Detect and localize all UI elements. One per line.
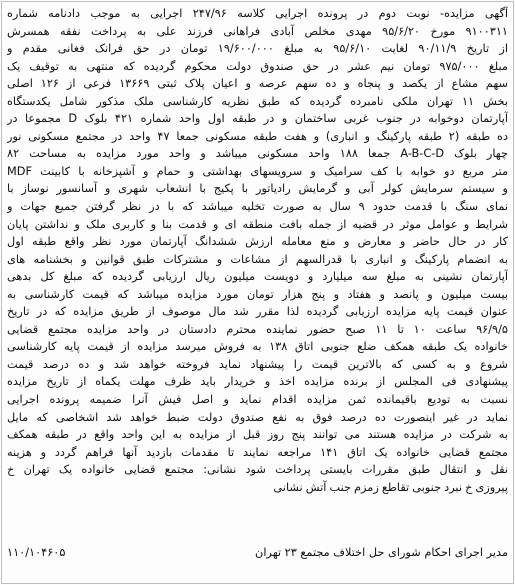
- notice-line: ده طبقه (۲ طبقه پارکینگ و انباری) و هفت طبقه مسکونی جمعا ۴۷ واحد در مجتمع مسکونی نور: [7, 129, 508, 143]
- notice-line: بخش ۱۱ تهران ملکی نامبرده گردیده که طبق نظریه کارشناسی ملک مذکور شامل یکدستگاه: [7, 94, 508, 108]
- issuing-office: مدیر اجرای احکام شورای حل اختلاف مجتمع ۲۳ تهران: [255, 546, 508, 559]
- reference-number: ۱۱۰/۱۰۴۶۰۵: [7, 546, 66, 559]
- notice-line: به شرکت در مزایده هستند می توانند پنج روز قبل از مزایده به این واحد واقع در طبقه همکف: [7, 428, 508, 442]
- notice-line: به انضمام پارکینگ و انباری با قدرالسهم از مشاعات و مشترکات طبق قوانین و بخشنامه های: [7, 252, 508, 266]
- notice-line: سهم مشاع از یکصد و پنجاه و ده سهم عرصه و اعیان پلاک ثبتی ۱۳۶۶۹ فرعی از ۱۲۶ اصلی: [7, 77, 508, 91]
- notice-line: آگهی مزایده- نوبت دوم در پرونده اجرایی کلاسه ۲۴۷/۹۶ اجرایی به موجب دادنامه شماره: [7, 7, 508, 20]
- notice-line: آپارتمان نشینی به مبلغ سه میلیارد و دویست میلیون ریال ارزیابی گردیده که مبلغ کل بدهی: [7, 270, 508, 284]
- notice-line: ۹۶/۹/۵ ساعت ۱۰ تا ۱۱ صبح حضور نماینده محترم دادستان در واحد مزایده مجتمع قضایی: [7, 322, 508, 336]
- notice-line: مبلغ ۹۷۵/۰۰۰ تومان نیم عشر در حق صندوق دولت محکوم گردیده که منتهی به توقیف یک: [7, 59, 508, 73]
- notice-line: از تاریخ ۹۰/۱۱/۹ لغایت ۹۵/۶/۱۰ به مبلغ ۱۹/۶۰۰/۰۰۰ تومان در حق فرانک فغانی مقدم و: [7, 42, 508, 56]
- notice-line: نماید در غیر اینصورت ده درصد فوق به نفع صندوق دولت ضبط خواهد شد اشخاصی که مایل: [7, 410, 508, 424]
- notice-line: ۹۱۰۰۳۱۱ مورخ ۹۵/۶/۲۰ مهدی مخلص آبادی فراهانی فرزند علی به پرداخت نفقه همسرش: [7, 24, 508, 38]
- notice-line: آپارتمان دوخوابه در جنوب غربی ساختمان و در طبقه اول واحد شماره ۴۲۱ بلوک D مجموعا در: [7, 112, 508, 126]
- notice-line: عنوان قیمت پایه مزایده ارزیابی گردیده لذا مقرر شد مال موصوف از طریق مزایده که در تاریخ: [7, 305, 508, 319]
- notice-line: نقل و انتقال طبق مقررات بایستی پرداخت شود نشانی: مجتمع قضایی خانواده یک تهران خ: [7, 463, 508, 477]
- notice-line: متر مربع دو خوابه با کف سرامیک و سرویسهای بهداشتی و حمام و آشپزخانه با کابینت MDF: [7, 164, 508, 178]
- notice-line: پیشنهادی فی المجلس از برنده مزایده اخذ و خریدار باید ظرف مهلت یکماه از تاریخ مزایده: [7, 375, 508, 389]
- notice-line: و سیستم سرمایش کولر آبی و گرمایش رادیاتور با پکیج با انشعاب شهری و آسانسور نوساز با: [7, 182, 508, 196]
- notice-line: شروع و به کسی که بالاترین قیمت را پیشنهاد نماید فروخته خواهد شد و ده درصد قیمت: [7, 357, 508, 371]
- notice-line: نمای سنگ با قدمت حدود ۹ سال به صورت تخلیه میباشد که با در نظر گرفتن جمیع جهات و: [7, 200, 508, 214]
- notice-line: نسبت به تودیع باقیمانده ثمن مزایده اقدام نماید و اصل فیش آنرا ضمیمه پرونده اجرایی: [7, 393, 508, 407]
- notice-line: بیست میلیون و پانصد و هفتاد و پنج هزار تومان مورد مزایده میباشد که قیمت کارشناسی به: [7, 287, 508, 301]
- notice-line: خانواده یک طبقه همکف ضلع جنوبی اتاق ۱۳۸ به فروش میرسد مزایده از قیمت پایه کارشناسی: [7, 340, 508, 354]
- notice-line: شرایط و عوامل موثر در قضیه از جمله بافت منطقه ای و قدمت بنا و کاربری ملک و نداشتن پایان: [7, 217, 508, 231]
- notice-line: کار در حال حاضر و معارض و منع معامله ارزش ششدانگ آپارتمان مورد نظر واقع طبقه اول: [7, 235, 508, 249]
- notice-line: مجتمع قضایی خانواده یک اتاق ۱۴۱ مراجعه نمایند تا مقدمات بازدید آنها فراهم گردد و هزینه: [7, 445, 508, 459]
- notice-footer: [7, 544, 508, 578]
- notice-line: چهار بلوک A-B-C-D جمعا ۱۸۸ واحد مسکونی میباشد و واحد مورد مزایده به مساحت ۸۲: [7, 147, 508, 161]
- notice-body: [7, 5, 508, 496]
- notice-line: پیروزی خ نبرد جنوبی تقاطع زمزم جنب آتش نشانی: [273, 480, 508, 494]
